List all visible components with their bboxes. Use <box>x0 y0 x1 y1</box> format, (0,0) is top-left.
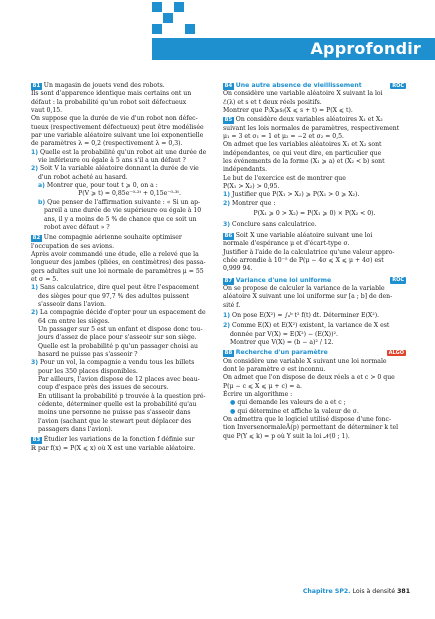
section-title: Approfondir <box>310 39 421 58</box>
decor-square <box>163 13 173 23</box>
exercise-number: 84 <box>224 83 233 89</box>
exercise-title: Une autre absence de vieillissement <box>235 82 362 89</box>
roc-badge: ROC <box>392 277 404 284</box>
right-column <box>223 82 406 441</box>
exercise-number: 87 <box>224 277 233 284</box>
left-column <box>31 82 208 453</box>
chapter-title: Lois à densité <box>352 588 396 595</box>
exercise-87: 87 Variance d'une loi uniforme ROC On se propose de calculer la variance de la variable aléatoire X suivant une loi uniforme sur [a ; b] de den- sité f. 1) On pose E(X²) = ∫ₐᵇ t² f(t) dt. Déterminer E(X²). 2) Comme E(X) et E(X²) existent, la variance de X est donnée par V(X) = E(X²) − (E(X))². Montrer que V(X) = (b − a)² / 12. <box>223 276 404 346</box>
page-footer <box>240 588 410 595</box>
exercise-88: 88 Recherche d'un paramètre ALGO On considère une variable X suivant une loi normale dont le paramètre σ est inconnu. On admet que l'on dispose de deux réels a et c > 0 que P(μ − c ⩽ X ⩽ μ + c) = a. Écrire un algorithme : ● qui demande les valeurs de a et c ; ● qui détermine et affiche la valeur de σ. On admettra que le logiciel utilisé dispose d'une fonc- tion InversenormaleÃ(p) permettant de déterminer k tel que P(Y ⩽ k) = p où Y suit la loi 𝒩(0 ; 1). <box>223 349 404 440</box>
page-number: 381 <box>397 588 410 595</box>
decor-square <box>152 2 162 12</box>
exercise-title: Recherche d'un paramètre <box>235 349 328 357</box>
exercise-85: 85 On considère deux variables aléatoires X₁ et X₂ suivant les lois normales de paramètres, respectivement μ₁ = 3 et σ₁ = 1 et μ₂ = −2 et σ₂ = 0,5. On admet que les variables aléatoires X₁ et X₂ sont indépendantes, ce qui veut dire, en particulier que les événements de la forme (X₁ ⩾ a) et (X₂ < b) sont indépendants. Le but de l'exercice est de montrer que P(X₁ > X₂) > 0,95. 1) Justifier que P(X₁ > X₂) ⩾ P(X₁ > 0 ⩾ X₂). 2) Montrer que : P(X₁ ⩾ 0 > X₂) = P(X₁ ⩾ 0) × P(X₂ < 0). 3) Conclure sans calculatrice. <box>223 116 406 228</box>
bullet-icon: ● <box>230 399 236 407</box>
chapter-label: Chapitre SP2. <box>302 588 351 595</box>
exercise-81: 81 Un magasin de jouets vend des robots. Ils sont d'apparence identique mais certains ont un défaut : la probabilité qu'un robot soit défectueux vaut 0,15. On suppose que la durée de vie d'un robot non défec- tueux (respectivement défectueux) peut être modélisée par une variable aléatoire suivant une loi exponentielle de paramètres λ = 0,2 (respectivement λ = 0,3). 1) Quelle est la probabilité qu'un robot ait une durée de vie inférieure ou égale à 5 ans s'il a un défaut ? 2) Soit V la variable aléatoire donnant la durée de vie d'un robot acheté au hasard. a) Montrer que, pour tout t ⩾ 0, on a : P(V ⩾ t) = 0,85e⁻⁰·²ᵗ + 0,15e⁻⁰·³ᵗ. b) Que penser de l'affirmation suivante : « Si un ap- pareil a une durée de vie supérieure ou égale à 10 ans, il y a moins de 5 % de chance que ce soit un robot avec défaut » ? <box>31 82 207 231</box>
bullet-icon: ● <box>230 407 236 415</box>
exercise-number: 88 <box>224 350 233 357</box>
exercise-number: 82 <box>32 235 41 242</box>
section-banner <box>152 38 435 60</box>
exercise-83: 83 Étudier les variations de la fonction f définie sur ℝ par f(x) = P(X ⩽ x) où X est une variable aléatoire. <box>31 436 196 452</box>
decor-square <box>174 2 184 12</box>
exercise-82: 82 Une compagnie aérienne souhaite optimiser l'occupation de ses avions. Après avoir commandé une étude, elle a relevé que la longueur des jambes (pliées, en centimètres) des passa- gers adultes suit une loi normale de paramètres μ = 55 et σ = 5. 1) Sans calculatrice, dire quel peut être l'espacement des sièges pour que 97,7 % des adultes puissent s'asseoir dans l'avion. 2) La compagnie décide d'opter pour un espacement de 64 cm entre les sièges. Un passager sur 5 est un enfant et dispose donc tou- jours d'assez de place pour s'asseoir sur son siège. Quelle est la probabilité p qu'un passager choisi au hasard ne puisse pas s'asseoir ? 3) Pour un vol, la compagnie a vendu tous les billets pour les 350 places disponibles. Par ailleurs, l'avion dispose de 12 places avec beau- coup d'espace près des issues de secours. En utilisant la probabilité p trouvée à la question pré- cédente, déterminer quelle est la probabilité qu'au moins une personne ne puisse pas s'asseoir dans l'avion (sachant que le stewart peut déplacer des passagers dans l'avion). <box>31 234 206 434</box>
exercise-84: 84 Une autre absence de vieillissement ROC On considère une variable aléatoire X suivant la loi ℰ(λ) et s et t deux réels positifs. Montrer que P₍X⩾s₎(X ⩽ s + t) = P(X ⩽ t). <box>223 82 404 115</box>
page-header <box>0 0 435 62</box>
roc-badge: ROC <box>392 82 404 89</box>
exercise-title: Variance d'une loi uniforme <box>235 276 332 284</box>
exercise-86: 86 Soit X une variable aléatoire suivant une loi normale d'espérance μ et d'écart-type σ. Justifier à l'aide de la calculatrice qu'une valeur appro- chée arrondie à 10⁻⁵ de P(μ − 4σ ⩽ X ⩽ μ + 4σ) est 0,999 94. <box>223 231 395 273</box>
formula: P(X₁ ⩾ 0 > X₂) = P(X₁ ⩾ 0) × P(X₂ < 0). <box>253 210 376 218</box>
algo-badge: ALGO <box>388 349 404 356</box>
exercise-number: 83 <box>32 437 41 444</box>
decor-square <box>185 24 195 34</box>
exercise-number: 85 <box>224 117 233 124</box>
formula: P(V ⩾ t) = 0,85e⁻⁰·²ᵗ + 0,15e⁻⁰·³ᵗ. <box>78 190 181 198</box>
exercise-number: 81 <box>32 83 41 89</box>
decor-square <box>152 24 162 34</box>
exercise-number: 86 <box>224 232 233 239</box>
